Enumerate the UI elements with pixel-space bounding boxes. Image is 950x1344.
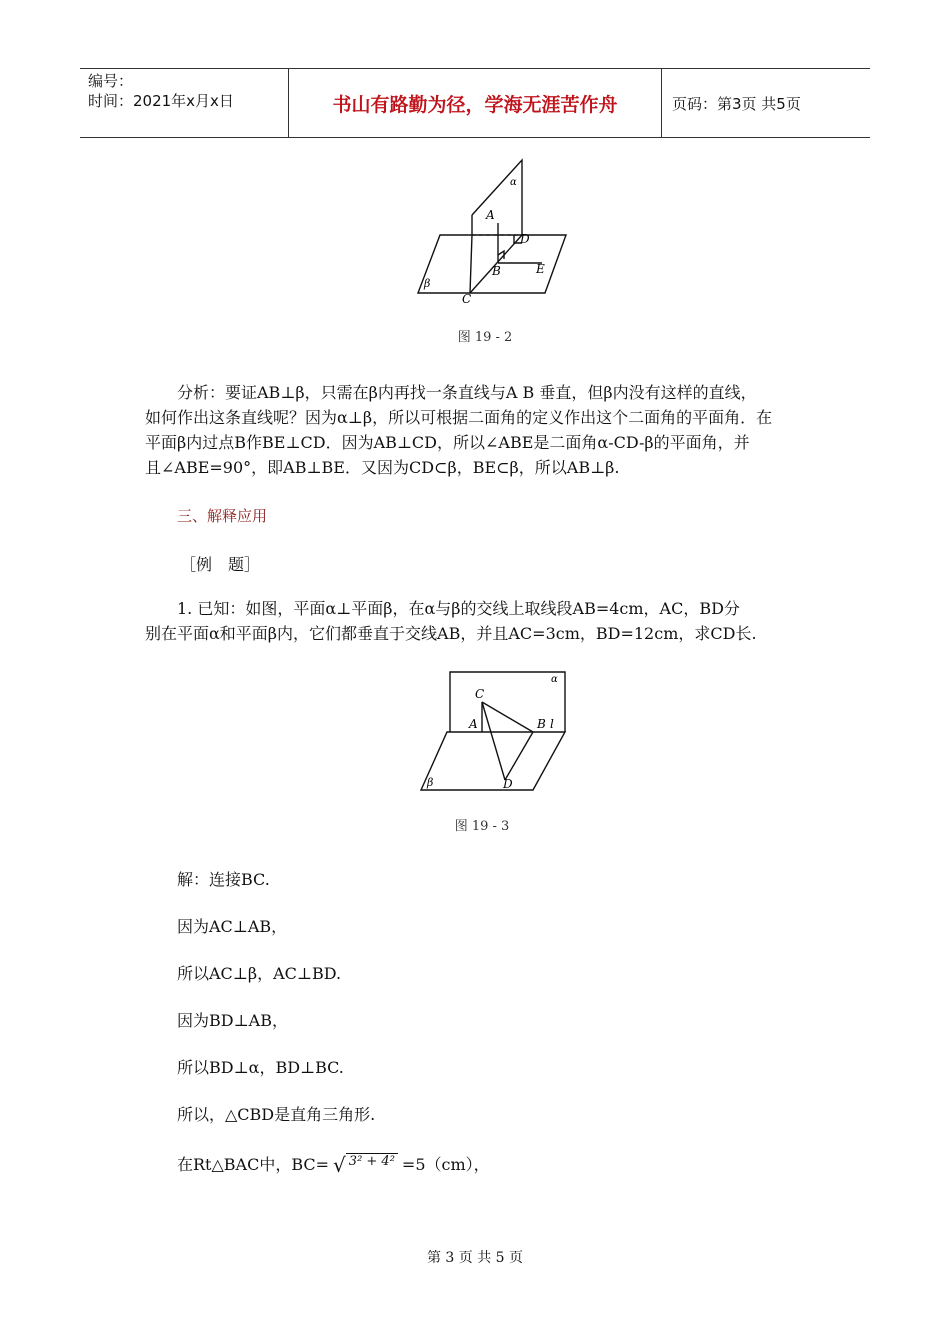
header-motto: 书山有路勤为径，学海无涯苦作舟 (289, 69, 662, 137)
final-prefix: 在Rt△BAC中，BC= (177, 1155, 330, 1174)
solution-line: 所以BD⊥α，BD⊥BC. (177, 1058, 344, 1077)
plane-alpha-outline (450, 672, 565, 732)
label-e: E (536, 262, 545, 276)
label-c: C (475, 687, 485, 701)
analysis-line: 平面β内过点B作BE⊥CD．因为AB⊥CD，所以∠ABE是二面角α-CD-β的平面角，并 (145, 433, 750, 452)
figure-19-2 (410, 155, 580, 305)
label-alpha: α (510, 177, 517, 188)
problem-paragraph (145, 596, 805, 646)
final-suffix: =5（cm）， (401, 1155, 490, 1174)
label-d: D (520, 232, 530, 246)
sqrt-expression: √ 3² + 4² (333, 1155, 398, 1175)
section-heading: 三、解释应用 (177, 507, 268, 525)
label-b: B (492, 264, 501, 278)
solution-line: 所以，△CBD是直角三角形. (177, 1105, 376, 1124)
page-footer: 第 3 页 共 5 页 (426, 1250, 524, 1266)
problem-line: 1. 已知：如图，平面α⊥平面β，在α与β的交线上取线段AB=4cm，AC，BD分 (177, 599, 740, 618)
label-a: A (469, 717, 478, 731)
figure-19-3 (415, 668, 575, 796)
figure2-caption: 图 19 - 3 (454, 819, 510, 834)
label-d: D (503, 777, 513, 791)
number-label: 编号： (88, 72, 134, 90)
label-b: B (537, 717, 546, 731)
analysis-paragraph (145, 380, 805, 480)
header-page-info: 页码：第3页 共5页 (672, 94, 801, 113)
label-c: C (462, 292, 472, 305)
analysis-line: 如何作出这条直线呢？因为α⊥β，所以可根据二面角的定义作出这个二面角的平面角．在 (145, 408, 773, 427)
segment-bd (505, 732, 533, 780)
header-meta (80, 69, 289, 137)
analysis-line: 分析：要证AB⊥β，只需在β内再找一条直线与A B 垂直，但β内没有这样的直线， (177, 383, 757, 402)
solution-line: 因为AC⊥AB， (177, 917, 288, 936)
analysis-line: 且∠ABE=90°，即AB⊥BE．又因为CD⊂β，BE⊂β，所以AB⊥β. (145, 458, 620, 477)
solution-line: 因为BD⊥AB， (177, 1011, 288, 1030)
solution-line: 解：连接BC. (177, 870, 270, 889)
label-a: A (486, 208, 495, 222)
time-label: 时间：2021年x月x日 (88, 92, 234, 110)
label-beta: β (424, 277, 431, 290)
figure1-caption: 图 19 - 2 (457, 330, 513, 345)
sqrt-radicand: 3² + 4² (346, 1153, 398, 1169)
example-heading: ［例 题］ (180, 555, 261, 574)
label-alpha: α (551, 674, 558, 685)
solution-line: 所以AC⊥β，AC⊥BD. (177, 964, 342, 983)
page-header (80, 68, 870, 138)
problem-line: 别在平面α和平面β内，它们都垂直于交线AB，并且AC=3cm，BD=12cm，求CD长. (145, 624, 757, 643)
solution-final-line (177, 1152, 490, 1175)
label-beta: β (427, 776, 434, 789)
label-l: l (550, 717, 554, 731)
plane-alpha-outline (472, 160, 522, 235)
